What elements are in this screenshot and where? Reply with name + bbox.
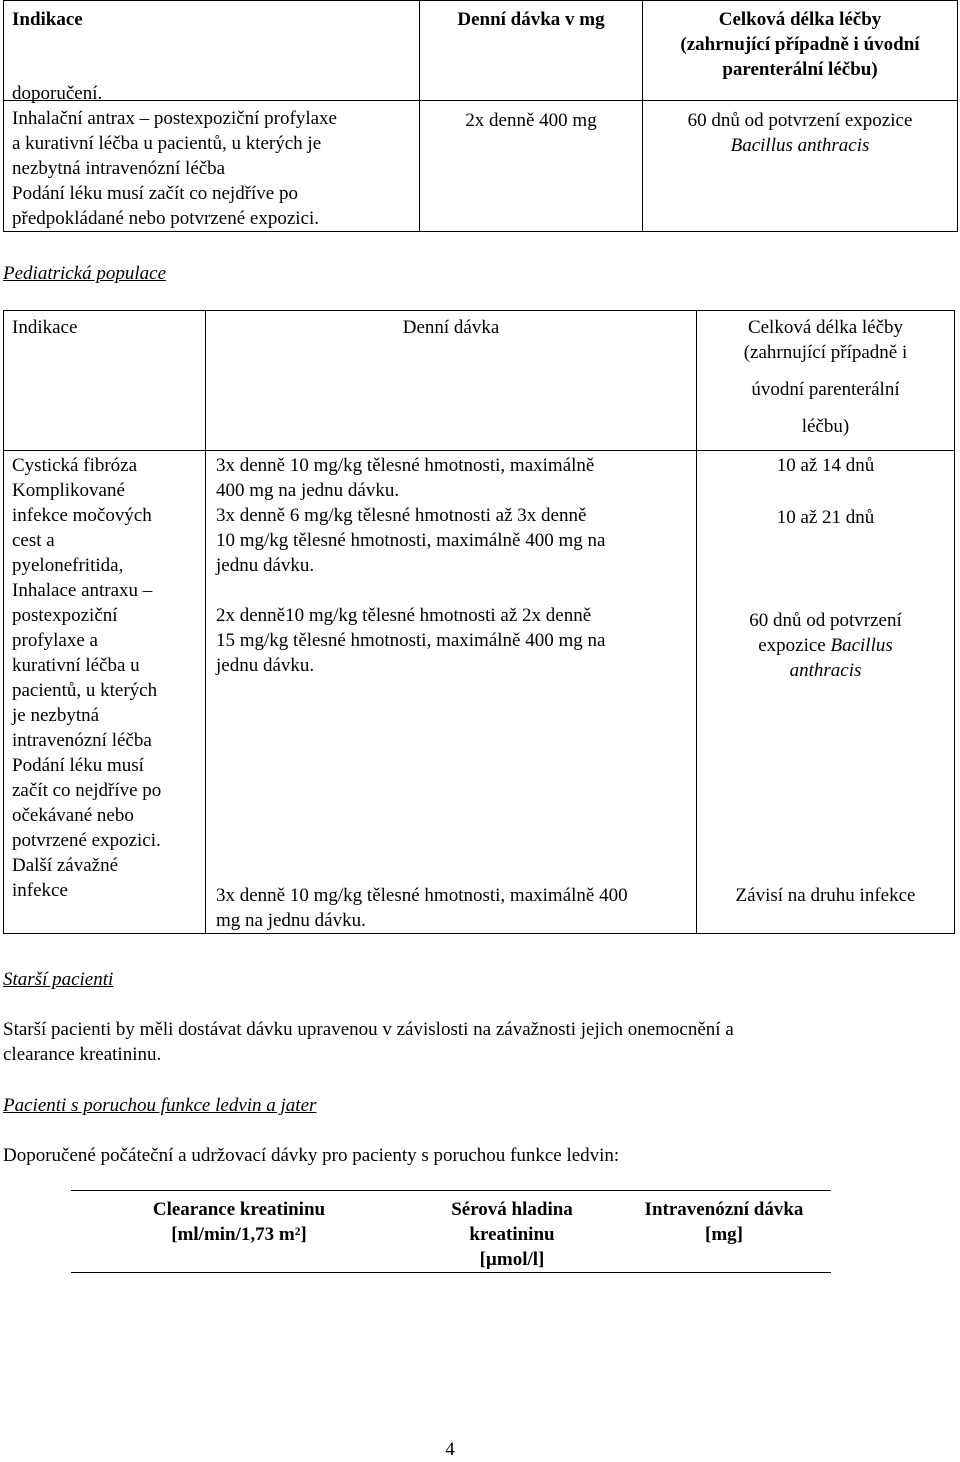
renal-header-creatinine-label: Sérová hladina kreatininu [µmol/l]	[451, 1199, 573, 1270]
adult-duration-organism: Bacillus anthracis	[730, 135, 870, 156]
adult-duration-header	[643, 1, 958, 101]
header-duration-label: Celková délka léčby (zahrnující případně i úvodní parenterální léčbu)	[680, 9, 920, 80]
header-indication-label: Indikace	[12, 9, 83, 30]
adult-indication-text: doporučení. Inhalační antrax – postexpoziční profylaxe a kurativní léčba u pacientů, u kterých je nezbytná intravenózní léčba Podání léku musí začít co nejdříve po předpokládané nebo potvrzené expozici.	[12, 83, 337, 229]
table-row	[4, 451, 955, 934]
ped-row-4-duration-text: Závisí na druhu infekce	[735, 885, 916, 906]
ped-row-3-duration-text: 60 dnů od potvrzení expozice	[749, 610, 902, 656]
adult-dosing-table	[3, 0, 958, 232]
renal-header-iv-dose-label: Intravenózní dávka [mg]	[644, 1199, 804, 1245]
ped-header-dose: Denní dávka	[402, 317, 500, 338]
adult-duration-cell	[643, 101, 958, 232]
ped-row-3-indication-text: Inhalace antraxu – postexpoziční profylaxe a kurativní léčba u pacientů, u kterých je nezbytná intravenózní léčba Podání léku musí začít co nejdříve po očekávané nebo potvrzené expozici.	[12, 580, 162, 851]
ped-header-indication: Indikace	[12, 317, 78, 338]
ped-header-duration-3: léčbu)	[801, 416, 850, 437]
pediatric-duration-header	[697, 311, 955, 451]
elderly-heading: Starší pacienti	[3, 969, 114, 990]
header-dose-label: Denní dávka v mg	[457, 9, 605, 30]
ped-row-3-organism-2: anthracis	[789, 660, 862, 681]
adult-duration-text: 60 dnů od potvrzení expozice	[687, 110, 913, 131]
renal-header-iv-dose	[617, 1193, 831, 1273]
adult-dose-text: 2x denně 400 mg	[465, 110, 597, 131]
elderly-paragraph: Starší pacienti by měli dostávat dávku upravenou v závislosti na závažnosti jejich onemocnění a clearance kreatininu.	[3, 1019, 734, 1065]
ped-duration-cell	[697, 451, 955, 934]
pediatric-heading: Pediatrická populace	[3, 263, 167, 284]
ped-row-3-organism-1: Bacillus	[830, 635, 893, 656]
ped-row-1-indication-text: Cystická fibróza	[12, 455, 138, 476]
ped-row-4-indication-text: Další závažné infekce	[12, 855, 119, 901]
renal-paragraph: Doporučené počáteční a udržovací dávky pro pacienty s poruchou funkce ledvin:	[3, 1145, 620, 1166]
page-number: 4	[445, 1439, 455, 1460]
ped-header-duration-1: Celková délka léčby (zahrnující případně i	[743, 317, 908, 363]
renal-header-clearance-label: Clearance kreatininu [ml/min/1,73 m²]	[152, 1199, 326, 1245]
ped-row-1-indication	[4, 451, 206, 934]
renal-header-creatinine	[407, 1193, 617, 1273]
ped-row-3-duration	[697, 608, 954, 883]
pediatric-dose-header	[206, 311, 697, 451]
ped-row-3-dose-text: 2x denně10 mg/kg tělesné hmotnosti až 2x denně 15 mg/kg tělesné hmotnosti, maximálně 400 mg na jednu dávku.	[216, 605, 606, 676]
ped-header-duration-2: úvodní parenterální	[751, 379, 900, 400]
pediatric-dosing-table	[3, 310, 955, 934]
ped-dose-cell	[206, 451, 697, 934]
ped-row-2-duration-text: 10 až 21 dnů	[776, 507, 875, 528]
ped-row-1-dose-text: 3x denně 10 mg/kg tělesné hmotnosti, maximálně 400 mg na jednu dávku.	[216, 455, 595, 501]
renal-dosing-table	[71, 1190, 831, 1273]
adult-dose-header	[420, 1, 643, 101]
ped-row-1-duration-text: 10 až 14 dnů	[776, 455, 875, 476]
adult-dose-cell	[420, 101, 643, 232]
pediatric-indication-header	[4, 311, 206, 451]
adult-indication-cell	[4, 83, 420, 232]
renal-header-clearance	[71, 1193, 407, 1273]
ped-row-2-dose-text: 3x denně 6 mg/kg tělesné hmotnosti až 3x denně 10 mg/kg tělesné hmotnosti, maximálně 400 mg na jednu dávku.	[216, 505, 606, 576]
ped-row-2-indication-text: Komplikované infekce močových cest a pyelonefritida,	[12, 480, 152, 576]
ped-row-4-dose-text: 3x denně 10 mg/kg tělesné hmotnosti, maximálně 400 mg na jednu dávku.	[216, 885, 628, 931]
renal-heading: Pacienti s poruchou funkce ledvin a jater	[3, 1095, 317, 1116]
